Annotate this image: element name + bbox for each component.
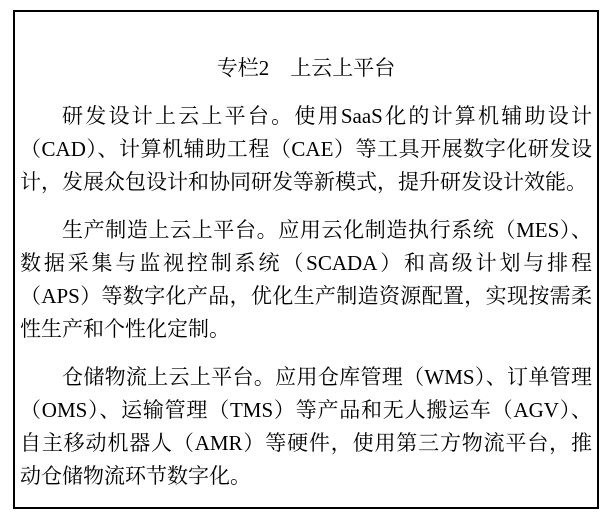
- paragraph-warehouse-logistics-cloud: 仓储物流上云上平台。应用仓库管理（WMS）、订单管理（OMS）、运输管理（TMS）等产品和无人搬运车（AGV）、自主移动机器人（AMR）等硬件，使用第三方物流平台，推动仓储物流环节数字化。: [20, 365, 592, 488]
- paragraph-rd-design-cloud: 研发设计上云上平台。使用SaaS化的计算机辅助设计（CAD）、计算机辅助工程（CAE）等工具开展数字化研发设计，发展众包设计和协同研发等新模式，提升研发设计效能。: [20, 104, 592, 194]
- column-box-title: 专栏2 上云上平台: [216, 56, 396, 80]
- column-box-border: [13, 10, 599, 509]
- paragraph-manufacturing-cloud: 生产制造上云上平台。应用云化制造执行系统（MES）、数据采集与监视控制系统（SCADA）和高级计划与排程（APS）等数字化产品，优化生产制造资源配置，实现按需柔性生产和个性化定制。: [20, 218, 592, 341]
